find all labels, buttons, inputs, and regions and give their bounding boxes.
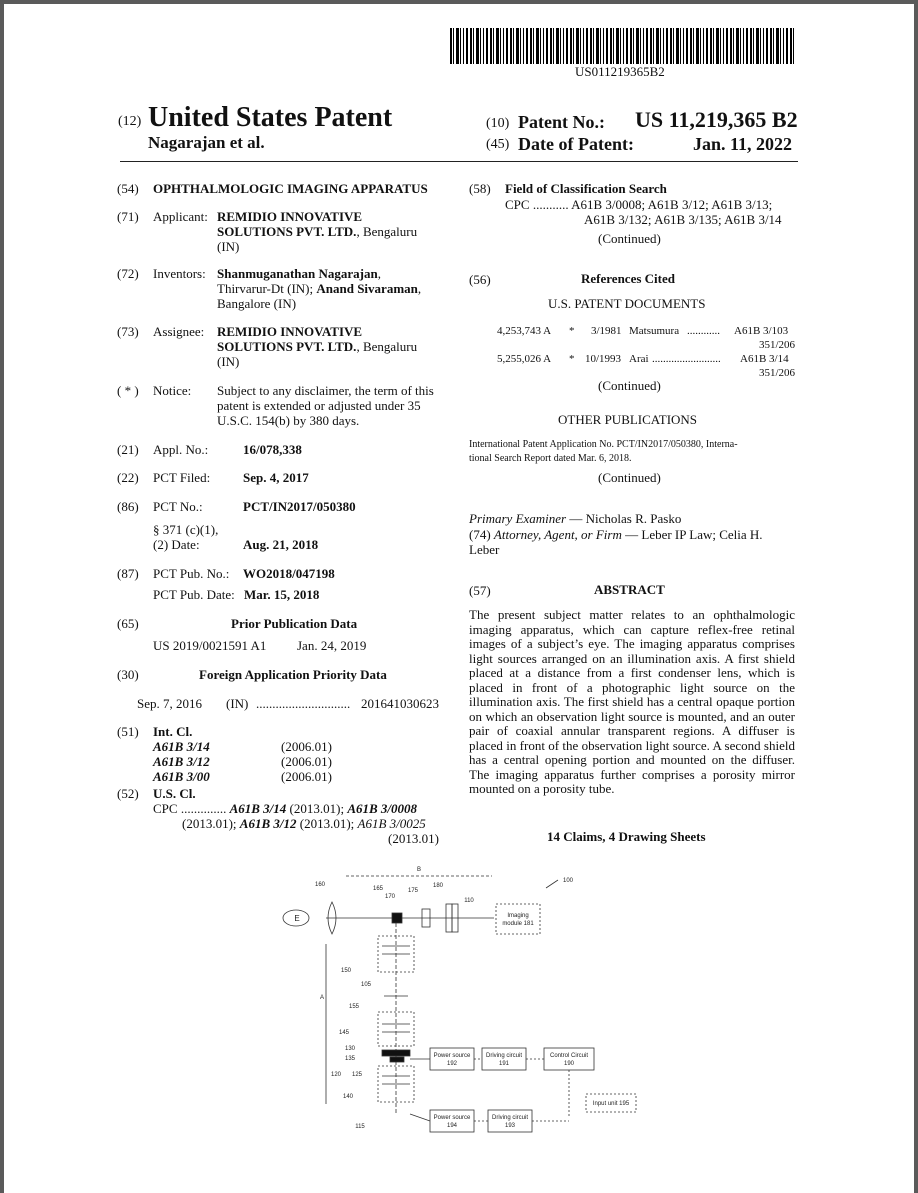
label-115: 115 (355, 1124, 365, 1130)
patent-page (4, 4, 914, 1193)
power-source-192-label: Power source (433, 1053, 471, 1059)
inventor-1-tail: , (377, 266, 381, 281)
code-21: (21) (117, 442, 139, 457)
inventor-line1 (217, 266, 381, 281)
us-cl-class: A61B 3/12 (239, 816, 297, 831)
foreign-priority-country: (IN) (226, 696, 249, 711)
ref-class: A61B 3/14 (740, 353, 789, 365)
applicant-label: Applicant: (153, 209, 208, 224)
section-371-date-label: (2) Date: (153, 537, 200, 552)
int-cl-version: (2006.01) (281, 754, 332, 769)
patent-no-label: Patent No.: (518, 112, 605, 132)
porosity-mirror (392, 913, 402, 923)
foreign-priority-number: 201641030623 (361, 696, 439, 711)
abstract-heading: ABSTRACT (594, 582, 665, 597)
patent-figure (274, 854, 644, 1136)
code-12: (12) (118, 114, 142, 129)
prior-pub-heading: Prior Publication Data (231, 616, 358, 631)
pct-pub-no: WO2018/047198 (243, 566, 335, 581)
code-22: (22) (117, 470, 139, 485)
other-pub-line1: International Patent Application No. PCT/IN2017/050380, Interna- (469, 439, 738, 450)
code-30: (30) (117, 667, 139, 682)
label-b: B (416, 867, 422, 873)
code-87: (87) (117, 566, 139, 581)
barcode (450, 28, 796, 64)
appl-no: 16/078,338 (243, 442, 302, 457)
label-150: 150 (340, 968, 352, 974)
code-58: (58) (469, 181, 491, 196)
invention-title: OPHTHALMOLOGIC IMAGING APPARATUS (153, 181, 428, 196)
authors: Nagarajan et al. (148, 133, 265, 152)
other-publications-heading: OTHER PUBLICATIONS (558, 412, 698, 427)
power-source-194-number: 194 (446, 1123, 458, 1129)
label-e: E (294, 914, 300, 923)
prior-pub-number: US 2019/0021591 A1 (153, 638, 267, 653)
notice-line3: U.S.C. 154(b) by 380 days. (217, 413, 360, 428)
label-100: 100 (562, 878, 574, 884)
pct-no: PCT/IN2017/050380 (243, 499, 356, 514)
attorney-line1 (469, 527, 763, 542)
inventor-line2 (217, 281, 421, 296)
inventor-1-loc: Thirvarur-Dt (IN); (217, 281, 314, 296)
driving-circuit-193-number: 193 (504, 1123, 516, 1129)
inventor-2-tail: , (417, 281, 422, 296)
label-110: 110 (464, 898, 474, 904)
diffuser-135 (390, 1057, 404, 1062)
code-52: (52) (117, 786, 139, 801)
patent-title: United States Patent (148, 102, 393, 133)
label-120: 120 (330, 1072, 342, 1078)
code-65: (65) (117, 616, 139, 631)
label-125: 125 (351, 1072, 363, 1078)
notice-code: ( * ) (117, 383, 139, 398)
driving-circuit-191-label: Driving circuit (485, 1053, 523, 1059)
field-search-line2: A61B 3/132; A61B 3/135; A61B 3/14 (584, 212, 782, 227)
us-cl-date: (2013.01); (299, 816, 355, 831)
us-cl-class: A61B 3/0025 (357, 816, 426, 831)
leader-100 (546, 880, 558, 888)
field-search-continued: (Continued) (598, 231, 661, 246)
attorney-dash: — (621, 527, 642, 542)
foreign-priority-heading: Foreign Application Priority Data (199, 667, 387, 682)
code-45: (45) (486, 137, 510, 152)
us-cl-date: (2013.01); (182, 816, 237, 831)
driving-circuit-193-label: Driving circuit (491, 1115, 529, 1121)
code-73: (73) (117, 324, 139, 339)
applicant-country: (IN) (217, 239, 240, 254)
power-source-192-number: 192 (446, 1061, 458, 1067)
us-cl-date: (2013.01) (388, 831, 439, 846)
us-cl-cpc: CPC .............. (153, 801, 227, 816)
ref-date: 10/1993 (585, 353, 622, 365)
ref-name: Matsumura (629, 325, 680, 337)
ref-number: 5,255,026 A (497, 353, 552, 365)
header-divider (120, 161, 798, 162)
us-cl-class: A61B 3/0008 (347, 801, 418, 816)
int-cl-class: A61B 3/00 (153, 769, 210, 784)
attorney-name: Leber IP Law; Celia H. (641, 527, 763, 542)
us-cl-line1 (153, 801, 417, 816)
code-72: (72) (117, 266, 139, 281)
power-source-194-label: Power source (433, 1115, 471, 1121)
claims-summary: 14 Claims, 4 Drawing Sheets (547, 829, 706, 844)
us-cl-heading: U.S. Cl. (153, 786, 196, 801)
patent-number: US 11,219,365 B2 (635, 107, 798, 132)
int-cl-version: (2006.01) (281, 739, 332, 754)
notice-line1: Subject to any disclaimer, the term of this (217, 383, 434, 398)
imaging-module-label2: module 181 (502, 921, 534, 927)
assignee-city: , Bengaluru (356, 339, 418, 354)
label-145: 145 (338, 1030, 350, 1036)
references-heading: References Cited (581, 271, 675, 286)
ref-date: 3/1981 (591, 325, 622, 337)
label-130: 130 (344, 1046, 356, 1052)
pct-filed-label: PCT Filed: (153, 470, 211, 485)
assignee-line2 (217, 339, 417, 354)
abstract-text: The present subject matter relates to an ophthalmologic imaging apparatus, which can capture reflex-free retinal images of a subject’s eye. The imaging apparatus comprises light sources arranged on an illumination axis. A first shield placed at a distance from a first condenser lens, which is placed in front of a photographic light source on the illumination axis. The first shield has a central opaque portion on which an observation light source is mounted, and an outer pair of coaxial annular transparent regions. A diffuser is placed in front of the observation light source. A second shield has a central opening portion and mounted on the diffuser. The imaging apparatus further comprises a porosity mirror mounted on a porosity tube. (469, 607, 795, 796)
other-pub-line2: tional Search Report dated Mar. 6, 2018. (469, 453, 632, 464)
ref-dots: ......................... (652, 353, 721, 365)
label-a: A (319, 995, 325, 1001)
pct-pub-no-label: PCT Pub. No.: (153, 566, 230, 581)
applicant-line2 (217, 224, 417, 239)
label-180: 180 (432, 883, 444, 889)
barcode-number: US011219365B2 (575, 64, 665, 79)
examiner-label: Primary Examiner (469, 511, 567, 526)
foreign-priority-dots: ............................. (256, 696, 351, 711)
section-371-date: Aug. 21, 2018 (243, 537, 319, 552)
examiner-dash: — (566, 511, 586, 526)
assignee-name: REMIDIO INNOVATIVE (217, 324, 363, 339)
control-circuit-number: 190 (563, 1061, 575, 1067)
us-cl-date: (2013.01); (289, 801, 345, 816)
code-71: (71) (117, 209, 139, 224)
driving-circuit-191-number: 191 (498, 1061, 510, 1067)
inventor-2: Anand Sivaraman (316, 281, 418, 296)
applicant-name: REMIDIO INNOVATIVE (217, 209, 363, 224)
assignee-country: (IN) (217, 354, 240, 369)
assignee-label: Assignee: (153, 324, 205, 339)
code-86: (86) (117, 499, 139, 514)
pct-filed: Sep. 4, 2017 (243, 470, 309, 485)
label-175: 175 (407, 888, 419, 894)
imaging-module-label1: Imaging (507, 913, 529, 919)
applicant-city: , Bengaluru (356, 224, 418, 239)
other-pub-continued: (Continued) (598, 470, 661, 485)
int-cl-version: (2006.01) (281, 769, 332, 784)
inventor-2-loc: Bangalore (IN) (217, 296, 297, 311)
us-cl-line2 (182, 816, 426, 831)
code-10: (10) (486, 116, 510, 131)
attorney-label: Attorney, Agent, or Firm (493, 527, 622, 542)
examiner-name: Nicholas R. Pasko (585, 511, 682, 526)
notice-line2: patent is extended or adjusted under 35 (217, 398, 421, 413)
pct-no-label: PCT No.: (153, 499, 203, 514)
ref-name: Arai (629, 353, 649, 365)
control-circuit-label: Control Circuit (549, 1053, 589, 1059)
ref-star: * (569, 325, 575, 337)
int-cl-class: A61B 3/14 (153, 739, 210, 754)
notice-label: Notice: (153, 383, 192, 398)
code-74: (74) (469, 527, 491, 542)
code-51: (51) (117, 724, 139, 739)
prior-pub-date: Jan. 24, 2019 (297, 638, 367, 653)
field-search-heading: Field of Classification Search (505, 181, 667, 196)
label-140: 140 (342, 1094, 354, 1100)
foreign-priority-date: Sep. 7, 2016 (137, 696, 202, 711)
label-165: 165 (372, 886, 384, 892)
code-56: (56) (469, 272, 491, 287)
int-cl-class: A61B 3/12 (153, 754, 210, 769)
int-cl-heading: Int. Cl. (153, 724, 193, 739)
ref-dots: ............ (687, 325, 720, 337)
label-160: 160 (314, 882, 326, 888)
date-label: Date of Patent: (518, 134, 634, 154)
appl-no-label: Appl. No.: (153, 442, 209, 457)
field-search-line1: CPC ........... A61B 3/0008; A61B 3/12; A61B 3/13; (505, 197, 773, 212)
attorney-name-cont: Leber (469, 542, 500, 557)
input-unit-label: Input unit 195 (592, 1101, 630, 1107)
code-54: (54) (117, 181, 139, 196)
ref-class: A61B 3/103 (734, 325, 789, 337)
ref-class2: 351/206 (759, 339, 796, 351)
code-57: (57) (469, 583, 491, 598)
ref-star: * (569, 353, 575, 365)
ref-number: 4,253,743 A (497, 325, 552, 337)
pct-pub-date-label: PCT Pub. Date: (153, 587, 235, 602)
ref-class2: 351/206 (759, 367, 796, 379)
us-patent-docs-heading: U.S. PATENT DOCUMENTS (548, 296, 706, 311)
label-170: 170 (384, 894, 396, 900)
section-371: § 371 (c)(1), (153, 522, 219, 537)
label-155: 155 (348, 1004, 360, 1010)
label-105: 105 (360, 982, 372, 988)
patent-date: Jan. 11, 2022 (693, 134, 793, 154)
refs-continued: (Continued) (598, 378, 661, 393)
examiner-line (469, 511, 681, 526)
inventors-label: Inventors: (153, 266, 206, 281)
inventor-1: Shanmuganathan Nagarajan (217, 266, 378, 281)
assignee-name2: SOLUTIONS PVT. LTD. (217, 339, 357, 354)
shield-130 (382, 1050, 410, 1056)
imaging-module-box (496, 904, 540, 934)
applicant-name2: SOLUTIONS PVT. LTD. (217, 224, 357, 239)
label-135: 135 (344, 1056, 356, 1062)
pct-pub-date: Mar. 15, 2018 (244, 587, 320, 602)
us-cl-class: A61B 3/14 (229, 801, 287, 816)
